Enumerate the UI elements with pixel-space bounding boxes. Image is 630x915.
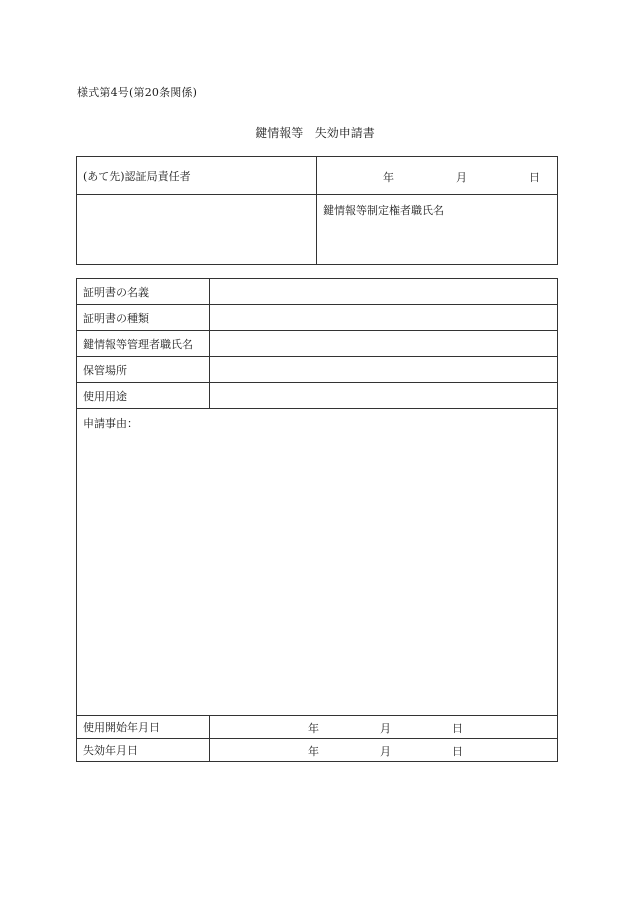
start-day-label: 日: [452, 722, 463, 735]
document-title: [0, 124, 630, 141]
storage-location-field[interactable]: [210, 357, 558, 383]
start-date-field[interactable]: [210, 716, 558, 739]
certificate-type-label: 証明書の種類: [77, 305, 210, 331]
certificate-holder-label: 証明書の名義: [77, 279, 210, 305]
officer-name-cell[interactable]: 鍵情報等制定権者職氏名: [317, 195, 558, 265]
start-year-label: 年: [308, 722, 319, 735]
application-year-label: 年: [383, 170, 394, 184]
title-part-revocation: 失効申請書: [314, 126, 375, 140]
details-table: [76, 278, 558, 762]
certificate-type-field[interactable]: [210, 305, 558, 331]
key-manager-field[interactable]: [210, 331, 558, 357]
application-reason-field[interactable]: [77, 409, 558, 716]
expiry-date-label: 失効年月日: [77, 739, 210, 762]
application-month-label: 月: [456, 170, 467, 184]
title-part-key-info: 鍵情報等: [255, 126, 304, 140]
expiry-day-label: 日: [452, 745, 463, 758]
addressee-cell: (あて先)認証局責任者: [77, 157, 317, 195]
usage-purpose-label: 使用用途: [77, 383, 210, 409]
application-date-cell[interactable]: [317, 157, 558, 195]
expiry-year-label: 年: [308, 745, 319, 758]
key-manager-label: 鍵情報等管理者職氏名: [77, 331, 210, 357]
certificate-holder-field[interactable]: [210, 279, 558, 305]
application-reason-label: 申請事由：: [83, 417, 138, 430]
address-table: [76, 156, 558, 265]
addressee-blank-cell[interactable]: [77, 195, 317, 265]
start-month-label: 月: [380, 722, 391, 735]
start-date-label: 使用開始年月日: [77, 716, 210, 739]
storage-location-label: 保管場所: [77, 357, 210, 383]
expiry-month-label: 月: [380, 745, 391, 758]
usage-purpose-field[interactable]: [210, 383, 558, 409]
application-day-label: 日: [529, 170, 540, 184]
expiry-date-field[interactable]: [210, 739, 558, 762]
form-number: 様式第4号(第20条関係): [77, 86, 198, 99]
